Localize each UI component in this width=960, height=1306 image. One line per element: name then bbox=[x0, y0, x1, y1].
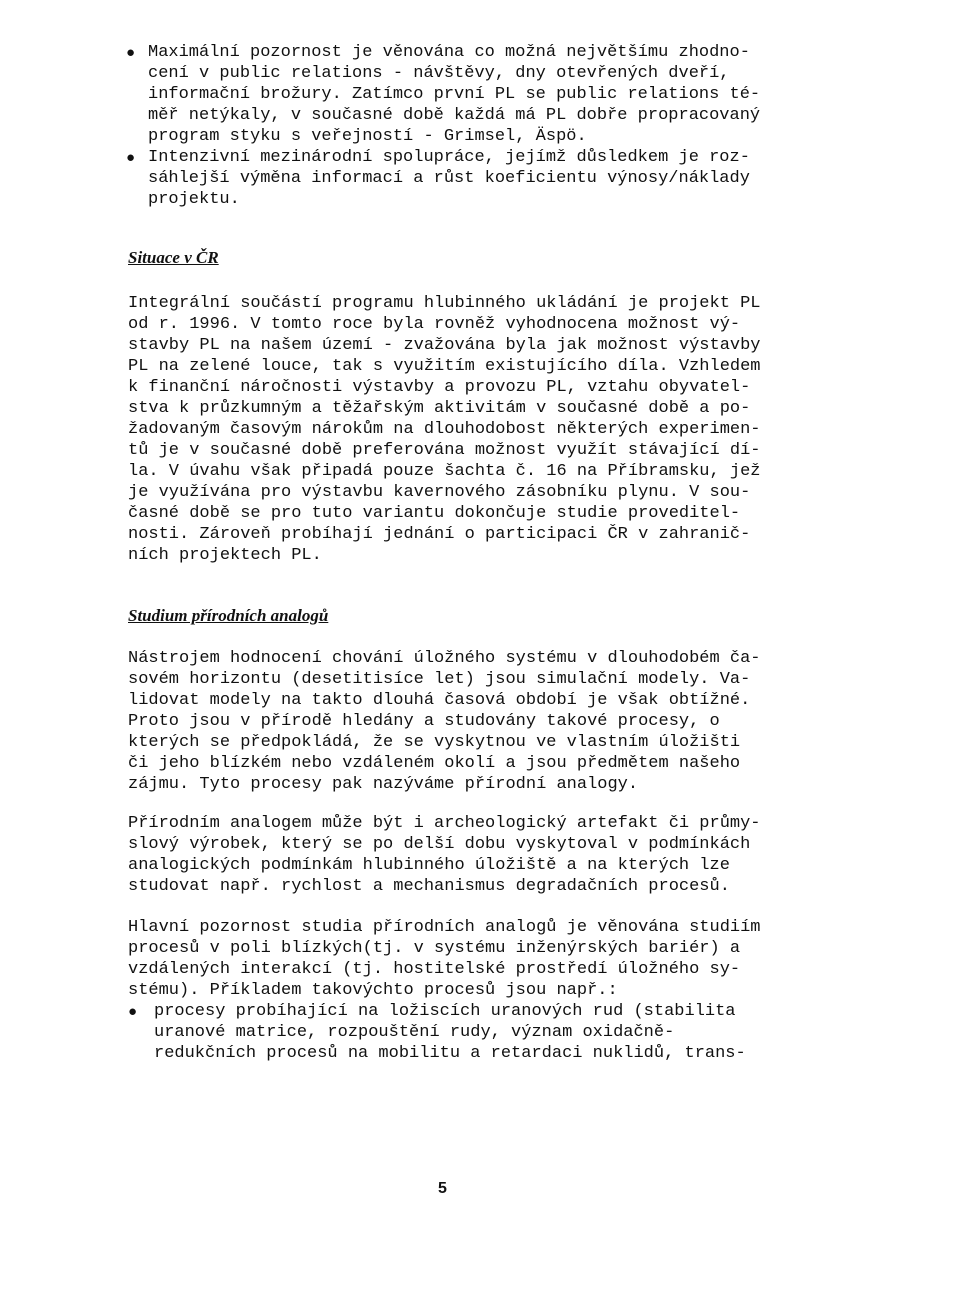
text-line: procesů v poli blízkých(tj. v systému inženýrských bariér) a bbox=[128, 939, 741, 958]
text-line: k finanční náročnosti výstavby a provozu PL, vztahu obyvatel- bbox=[128, 378, 751, 397]
text-line: analogických podmínkám hlubinného úložiště a na kterých lze bbox=[128, 856, 730, 875]
text-line: Integrální součástí programu hlubinného ukládání je projekt PL bbox=[128, 294, 761, 313]
bullet-marker: ● bbox=[126, 150, 136, 167]
text-line: časné době se pro tuto variantu dokončuje studie proveditel- bbox=[128, 504, 741, 523]
text-line: program styku s veřejností - Grimsel, Äspö. bbox=[148, 127, 587, 146]
text-line: stva k průzkumným a těžařským aktivitám v současné době a po- bbox=[128, 399, 751, 418]
text-line: kterých se předpokládá, že se vyskytnou ve vlastním úložišti bbox=[128, 733, 741, 752]
text-line: žadovaným časovým nárokům na dlouhodobost některých experimen- bbox=[128, 420, 761, 439]
text-line: od r. 1996. V tomto roce byla rovněž vyhodnocena možnost vý- bbox=[128, 315, 741, 334]
text-line: slový výrobek, který se po delší dobu vyskytoval v podmínkách bbox=[128, 835, 751, 854]
text-line: je využívána pro výstavbu kavernového zásobníku plynu. V sou- bbox=[128, 483, 751, 502]
text-line: informační brožury. Zatímco první PL se public relations té- bbox=[148, 85, 761, 104]
text-line: tů je v současné době preferována možnost využít stávající dí- bbox=[128, 441, 761, 460]
text-line: Nástrojem hodnocení chování úložného systému v dlouhodobém ča- bbox=[128, 649, 761, 668]
text-line: projektu. bbox=[148, 190, 240, 209]
text-line: sáhlejší výměna informací a růst koeficientu výnosy/náklady bbox=[148, 169, 750, 188]
text-line: Intenzivní mezinárodní spolupráce, jejímž důsledkem je roz- bbox=[148, 148, 750, 167]
text-line: lidovat modely na takto dlouhá časová období je však obtížné. bbox=[128, 691, 751, 710]
page-number: 5 bbox=[438, 1180, 447, 1197]
text-line: uranové matrice, rozpouštění rudy, význam oxidačně- bbox=[154, 1023, 675, 1042]
bullet-marker: ● bbox=[126, 45, 136, 62]
section-heading-situace: Situace v ČR bbox=[128, 248, 219, 267]
text-line: studovat např. rychlost a mechanismus degradačních procesů. bbox=[128, 877, 730, 896]
text-line: redukčních procesů na mobilitu a retardaci nuklidů, trans- bbox=[154, 1044, 746, 1063]
text-line: procesy probíhající na ložiscích uranových rud (stabilita bbox=[154, 1002, 736, 1021]
bullet-marker: ● bbox=[128, 1004, 138, 1021]
text-line: stavby PL na našem území - zvažována byla jak možnost výstavby bbox=[128, 336, 761, 355]
text-line: Hlavní pozornost studia přírodních analogů je věnována studiím bbox=[128, 918, 761, 937]
text-line: Maximální pozornost je věnována co možná největšímu zhodno- bbox=[148, 43, 750, 62]
text-line: vzdálených interakcí (tj. hostitelské prostředí úložného sy- bbox=[128, 960, 741, 979]
section-heading-studium: Studium přírodních analogů bbox=[128, 606, 329, 625]
text-line: PL na zelené louce, tak s využitím existujícího díla. Vzhledem bbox=[128, 357, 761, 376]
text-line: či jeho blízkém nebo vzdáleném okolí a jsou předmětem našeho bbox=[128, 754, 741, 773]
text-line: nosti. Zároveň probíhají jednání o participaci ČR v zahranič- bbox=[128, 525, 751, 544]
text-line: Přírodním analogem může být i archeologický artefakt či průmy- bbox=[128, 814, 761, 833]
text-line: měř netýkaly, v současné době každá má PL dobře propracovaný bbox=[148, 106, 761, 125]
text-line: la. V úvahu však připadá pouze šachta č. 16 na Příbramsku, jež bbox=[128, 462, 761, 481]
text-line: stému). Příkladem takovýchto procesů jsou např.: bbox=[128, 981, 618, 1000]
text-line: cení v public relations - návštěvy, dny otevřených dveří, bbox=[148, 64, 730, 83]
text-line: sovém horizontu (desetitisíce let) jsou simulační modely. Va- bbox=[128, 670, 751, 689]
text-line: ních projektech PL. bbox=[128, 546, 322, 565]
text-line: Proto jsou v přírodě hledány a studovány takové procesy, o bbox=[128, 712, 720, 731]
text-line: zájmu. Tyto procesy pak nazýváme přírodní analogy. bbox=[128, 775, 639, 794]
